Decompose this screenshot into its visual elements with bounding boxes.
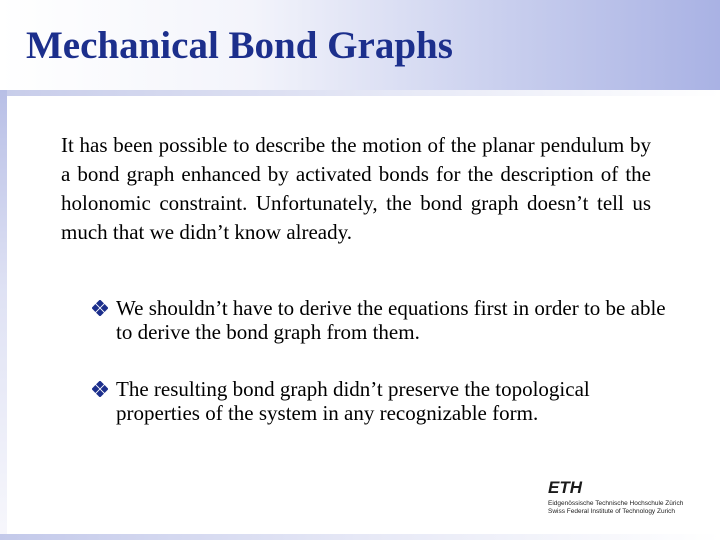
bullet-text: The resulting bond graph didn’t preserve the topological properties of the system in any recognizable form. <box>116 377 590 425</box>
eth-logo-mark-text: ETH <box>548 478 582 496</box>
bottom-band <box>0 534 720 540</box>
eth-logo-line-2: Swiss Federal Institute of Technology Zurich <box>548 508 676 515</box>
eth-logo <box>548 478 688 518</box>
diamond-quad-bullet-icon <box>92 377 116 401</box>
diamond-quad-bullet-icon <box>92 296 116 320</box>
bullet-item <box>92 377 667 425</box>
body-paragraph: It has been possible to describe the motion of the planar pendulum by a bond graph enhanced by activated bonds for the description of the holonomic constraint. Unfortunately, the bond graph doesn’t tell us much that we didn’t know already. <box>61 133 651 244</box>
title-divider <box>7 90 720 96</box>
slide-title: Mechanical Bond Graphs <box>26 24 453 67</box>
eth-logo-mark <box>548 478 608 496</box>
bullet-item <box>92 296 667 344</box>
bullet-text: We shouldn’t have to derive the equations first in order to be able to derive the bond graph from them. <box>116 296 666 344</box>
left-edge-decoration <box>0 90 7 540</box>
eth-logo-line-1: Eidgenössische Technische Hochschule Zürich <box>548 500 684 507</box>
